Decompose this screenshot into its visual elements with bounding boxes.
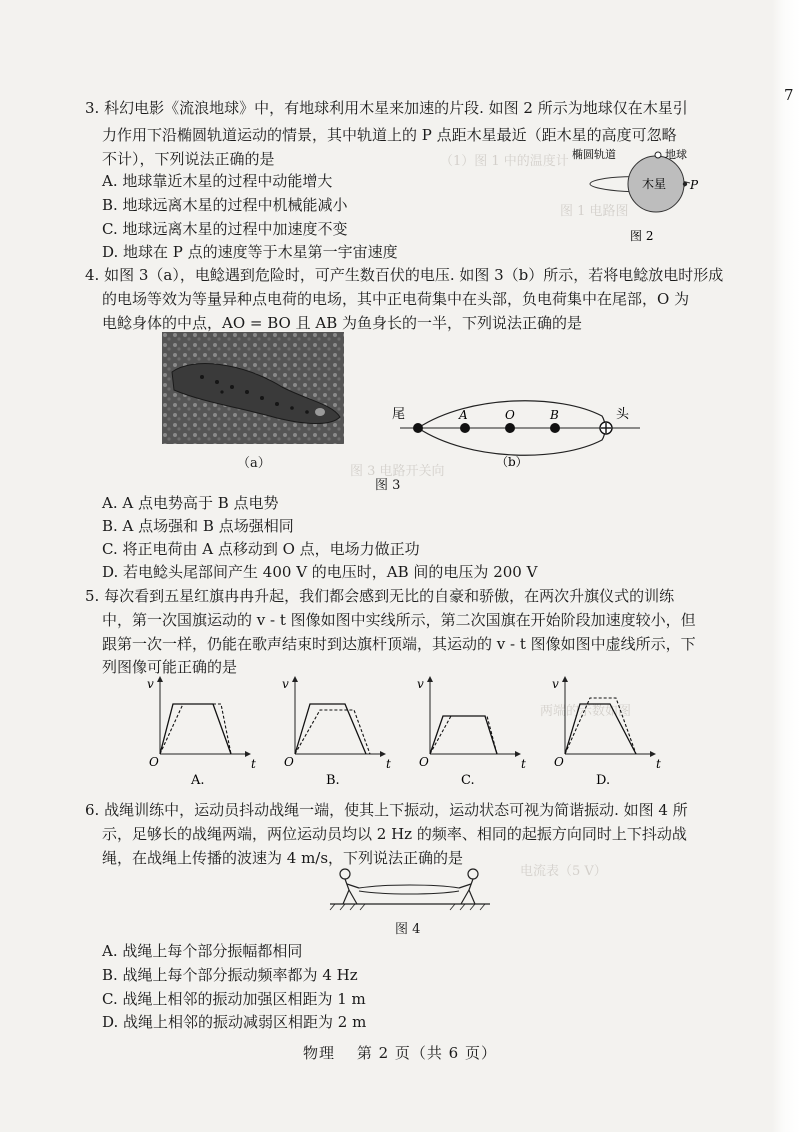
graph-d xyxy=(552,676,661,788)
q3-jupiter-orbit-figure xyxy=(570,142,710,242)
svg-text:D.: D. xyxy=(596,773,611,788)
q6-option-a: A. 战绳上每个部分振幅都相同 xyxy=(102,942,303,960)
negative-charge xyxy=(413,423,423,433)
right-athlete xyxy=(459,869,478,904)
rope-upper xyxy=(359,885,459,888)
figure-4-caption: 图 4 xyxy=(395,922,421,937)
svg-text:t: t xyxy=(521,757,526,771)
page-footer xyxy=(0,1042,800,1063)
q5-stem-line3: 跟第一次一样，仍能在歌声结束时到达旗杆顶端，其运动的 v - t 图像如图中虚线所示，下 xyxy=(102,635,696,653)
bleed-through-text: 图 1 电路图 xyxy=(560,204,629,219)
svg-text:O: O xyxy=(419,755,429,769)
bleed-through-text: 两端的示数如图 xyxy=(540,704,632,719)
graph-a xyxy=(147,676,256,788)
margin-page-number: 7 xyxy=(784,86,794,104)
q5-stem-line4: 列图像可能正确的是 xyxy=(102,658,238,676)
svg-text:O: O xyxy=(149,755,159,769)
footer-page-number: 第 2 页（共 6 页） xyxy=(356,1044,497,1062)
svg-text:t: t xyxy=(251,757,256,771)
p-point xyxy=(683,182,687,186)
o-label: O xyxy=(505,408,515,422)
bleed-through-text: （1）图 1 中的温度计 xyxy=(440,154,569,169)
bleed-through-text: 电流表（5 V） xyxy=(520,864,607,879)
point-o xyxy=(505,423,515,433)
figure-3a-label: （a） xyxy=(237,456,271,471)
figure-2-caption: 图 2 xyxy=(630,229,654,243)
graph-b xyxy=(282,676,391,788)
q6-stem-line1: 6. 战绳训练中，运动员抖动战绳一端，使其上下振动，运动状态可视为简谐振动. 如图 4 所 xyxy=(85,801,688,819)
svg-text:O: O xyxy=(554,755,564,769)
rope-lower xyxy=(359,891,459,894)
svg-text:v: v xyxy=(552,677,559,691)
svg-text:v: v xyxy=(147,677,154,691)
q4-stem-line1: 4. 如图 3（a），电鲶遇到危险时，可产生数百伏的电压. 如图 3（b）所示，若将电鲶放电时形成 xyxy=(85,266,724,284)
q3-option-b: B. 地球远离木星的过程中机械能减小 xyxy=(102,196,348,214)
earth-label: 地球 xyxy=(665,148,687,161)
earth-dot xyxy=(655,152,661,158)
graph-c xyxy=(417,676,526,788)
q5-stem-line1: 5. 每次看到五星红旗冉冉升起，我们都会感到无比的自豪和骄傲，在两次升旗仪式的训练 xyxy=(85,587,675,605)
q4-option-c: C. 将正电荷由 A 点移动到 O 点，电场力做正功 xyxy=(102,540,420,558)
orbit-label: 椭圆轨道 xyxy=(572,148,616,161)
p-label: P xyxy=(690,178,699,192)
b-label: B xyxy=(550,408,559,422)
q4-field-diagram xyxy=(370,392,650,472)
left-athlete xyxy=(340,869,359,904)
svg-text:A.: A. xyxy=(191,773,205,788)
svg-text:B.: B. xyxy=(326,773,340,788)
q5-stem-line2: 中，第一次国旗运动的 v - t 图像如图中实线所示，第二次国旗在开始阶段加速度较小，但 xyxy=(102,611,696,629)
svg-text:v: v xyxy=(282,677,289,691)
footer-subject: 物理 xyxy=(303,1044,336,1062)
a-label: A xyxy=(459,408,468,422)
svg-text:O: O xyxy=(284,755,294,769)
svg-text:t: t xyxy=(656,757,661,771)
figure-3-caption: 图 3 xyxy=(375,478,401,493)
q3-option-c: C. 地球远离木星的过程中加速度不变 xyxy=(102,220,348,238)
q3-stem-line3: 不计），下列说法正确的是 xyxy=(102,150,275,168)
paper-edge-shadow xyxy=(772,0,800,1132)
q6-battle-rope-figure xyxy=(325,862,495,914)
q6-stem-line3: 绳，在战绳上传播的波速为 4 m/s，下列说法正确的是 xyxy=(102,849,464,867)
tail-label: 尾 xyxy=(392,407,406,422)
q6-option-c: C. 战绳上相邻的振动加强区相距为 1 m xyxy=(102,990,366,1008)
q4-option-d: D. 若电鲶头尾部间产生 400 V 的电压时，AB 间的电压为 200 V xyxy=(102,563,538,581)
head-label: 头 xyxy=(616,407,630,422)
bleed-through-text: 图 3 电路开关向 xyxy=(350,464,445,479)
q6-option-b: B. 战绳上每个部分振动频率都为 4 Hz xyxy=(102,966,358,984)
svg-text:t: t xyxy=(386,757,391,771)
point-b xyxy=(550,423,560,433)
q3-stem-line2: 力作用下沿椭圆轨道运动的情景，其中轨道上的 P 点距木星最近（距木星的高度可忽略 xyxy=(102,126,677,144)
figure-3b-label: （b） xyxy=(496,455,528,469)
q4-stem-line2: 的电场等效为等量异种点电荷的电场，其中正电荷集中在头部，负电荷集中在尾部，O 为 xyxy=(102,290,690,308)
jupiter-label: 木星 xyxy=(642,177,667,191)
catfish-photo xyxy=(162,332,344,444)
q6-option-d: D. 战绳上相邻的振动减弱区相距为 2 m xyxy=(102,1013,367,1031)
q6-stem-line2: 示，足够长的战绳两端，两位运动员均以 2 Hz 的频率、相同的起振方向同时上下抖动战 xyxy=(102,825,687,843)
point-a xyxy=(460,423,470,433)
svg-text:v: v xyxy=(417,677,424,691)
q3-option-a: A. 地球靠近木星的过程中动能增大 xyxy=(102,172,333,190)
q5-vt-graphs xyxy=(135,674,661,794)
q3-stem-line1: 3. 科幻电影《流浪地球》中，有地球利用木星来加速的片段. 如图 2 所示为地球仅在木星引 xyxy=(85,99,688,117)
q4-option-a: A. A 点电势高于 B 点电势 xyxy=(102,494,279,512)
q4-option-b: B. A 点场强和 B 点场强相同 xyxy=(102,517,294,535)
svg-text:C.: C. xyxy=(461,773,475,788)
q3-option-d: D. 地球在 P 点的速度等于木星第一宇宙速度 xyxy=(102,243,398,261)
q4-stem-line3: 电鲶身体的中点，AO = BO 且 AB 为鱼身长的一半，下列说法正确的是 xyxy=(102,314,582,332)
